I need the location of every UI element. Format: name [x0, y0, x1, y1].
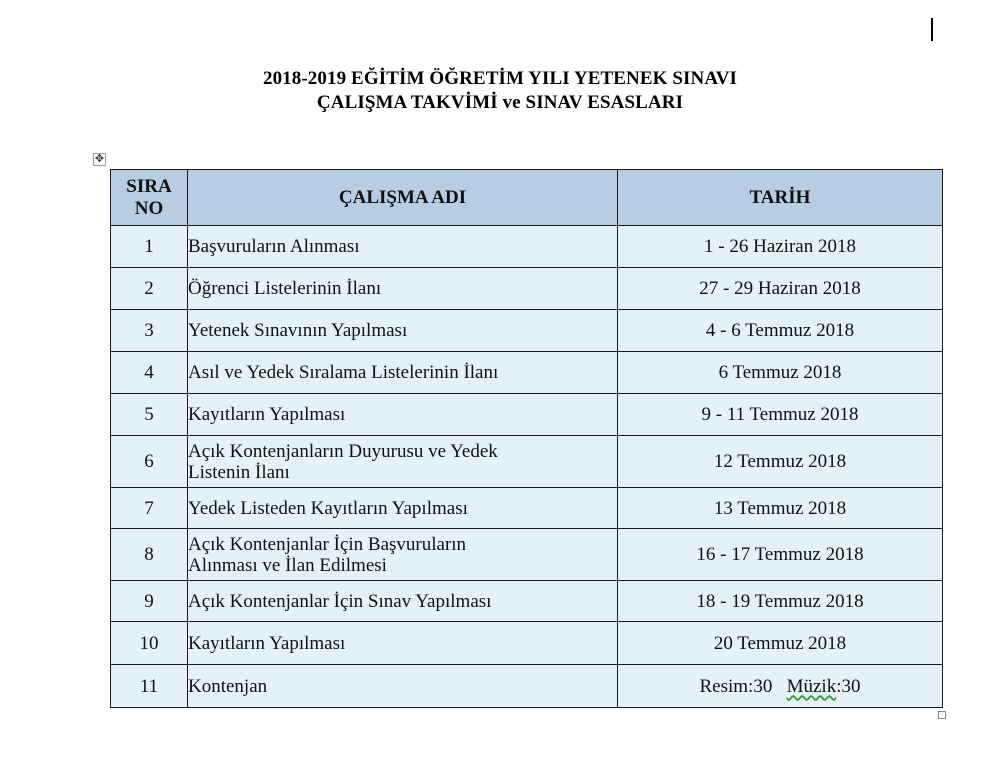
- row-number: 11: [111, 665, 188, 708]
- text-cursor: [931, 18, 933, 41]
- row-activity: Açık Kontenjanlar İçin Sınav Yapılması: [188, 581, 618, 622]
- row-number: 8: [111, 529, 188, 581]
- page-title-line-2: ÇALIŞMA TAKVİMİ ve SINAV ESASLARI: [316, 92, 684, 113]
- table-row: [111, 529, 943, 581]
- row-activity: Kayıtların Yapılması: [188, 622, 618, 665]
- row-activity: [188, 529, 618, 581]
- schedule-table: [110, 169, 943, 708]
- row-date: 13 Temmuz 2018: [618, 488, 943, 529]
- quota-muzik-label: Müzik: [786, 675, 837, 697]
- row-date: 1 - 26 Haziran 2018: [618, 226, 943, 268]
- row-date: 6 Temmuz 2018: [618, 352, 943, 394]
- header-tarih: TARİH: [618, 170, 943, 226]
- row-date: 20 Temmuz 2018: [618, 622, 943, 665]
- row-number: 9: [111, 581, 188, 622]
- table-row: [111, 394, 943, 436]
- table-row: [111, 436, 943, 488]
- quota-resim: Resim:30: [699, 675, 773, 697]
- quota-gap: [772, 676, 786, 697]
- row-activity: Asıl ve Yedek Sıralama Listelerinin İlanı: [188, 352, 618, 394]
- row-number: 5: [111, 394, 188, 436]
- row-number: 7: [111, 488, 188, 529]
- table-row: [111, 226, 943, 268]
- row-activity: Öğrenci Listelerinin İlanı: [188, 268, 618, 310]
- row-number: 3: [111, 310, 188, 352]
- row-activity-line-2: Listenin İlanı: [188, 461, 290, 483]
- row-activity: Kayıtların Yapılması: [188, 394, 618, 436]
- row-activity: Başvuruların Alınması: [188, 226, 618, 268]
- table-row: [111, 665, 943, 708]
- table-resize-icon[interactable]: [938, 711, 946, 719]
- row-activity: [188, 436, 618, 488]
- table-row: [111, 310, 943, 352]
- row-date: 18 - 19 Temmuz 2018: [618, 581, 943, 622]
- row-date: 4 - 6 Temmuz 2018: [618, 310, 943, 352]
- row-date: 27 - 29 Haziran 2018: [618, 268, 943, 310]
- table-row: [111, 622, 943, 665]
- row-activity-line-1: Açık Kontenjanlar İçin Başvuruların: [188, 533, 467, 555]
- row-activity: Yedek Listeden Kayıtların Yapılması: [188, 488, 618, 529]
- header-sira-label: SIRA: [126, 175, 172, 197]
- table-row: [111, 488, 943, 529]
- row-number: 1: [111, 226, 188, 268]
- table-header-row: [111, 170, 943, 226]
- row-date: 9 - 11 Temmuz 2018: [618, 394, 943, 436]
- row-activity-line-1: Açık Kontenjanların Duyurusu ve Yedek: [188, 440, 498, 462]
- table-row: [111, 352, 943, 394]
- row-activity-line-2: Alınması ve İlan Edilmesi: [188, 554, 387, 576]
- row-number: 4: [111, 352, 188, 394]
- table-move-icon[interactable]: ✥: [94, 153, 105, 165]
- row-activity: Kontenjan: [188, 665, 618, 708]
- page-title-line-1: 2018-2019 EĞİTİM ÖĞRETİM YILI YETENEK SINAVI: [262, 68, 738, 89]
- row-date: 12 Temmuz 2018: [618, 436, 943, 488]
- row-number: 6: [111, 436, 188, 488]
- header-no-label: NO: [134, 197, 164, 219]
- row-date: [618, 665, 943, 708]
- header-calisma-adi: ÇALIŞMA ADI: [188, 170, 618, 226]
- row-activity: Yetenek Sınavının Yapılması: [188, 310, 618, 352]
- row-date: 16 - 17 Temmuz 2018: [618, 529, 943, 581]
- row-number: 10: [111, 622, 188, 665]
- table-row: [111, 268, 943, 310]
- header-sira-no: [111, 170, 188, 226]
- table-row: [111, 581, 943, 622]
- row-number: 2: [111, 268, 188, 310]
- quota-muzik-value: :30: [836, 675, 861, 697]
